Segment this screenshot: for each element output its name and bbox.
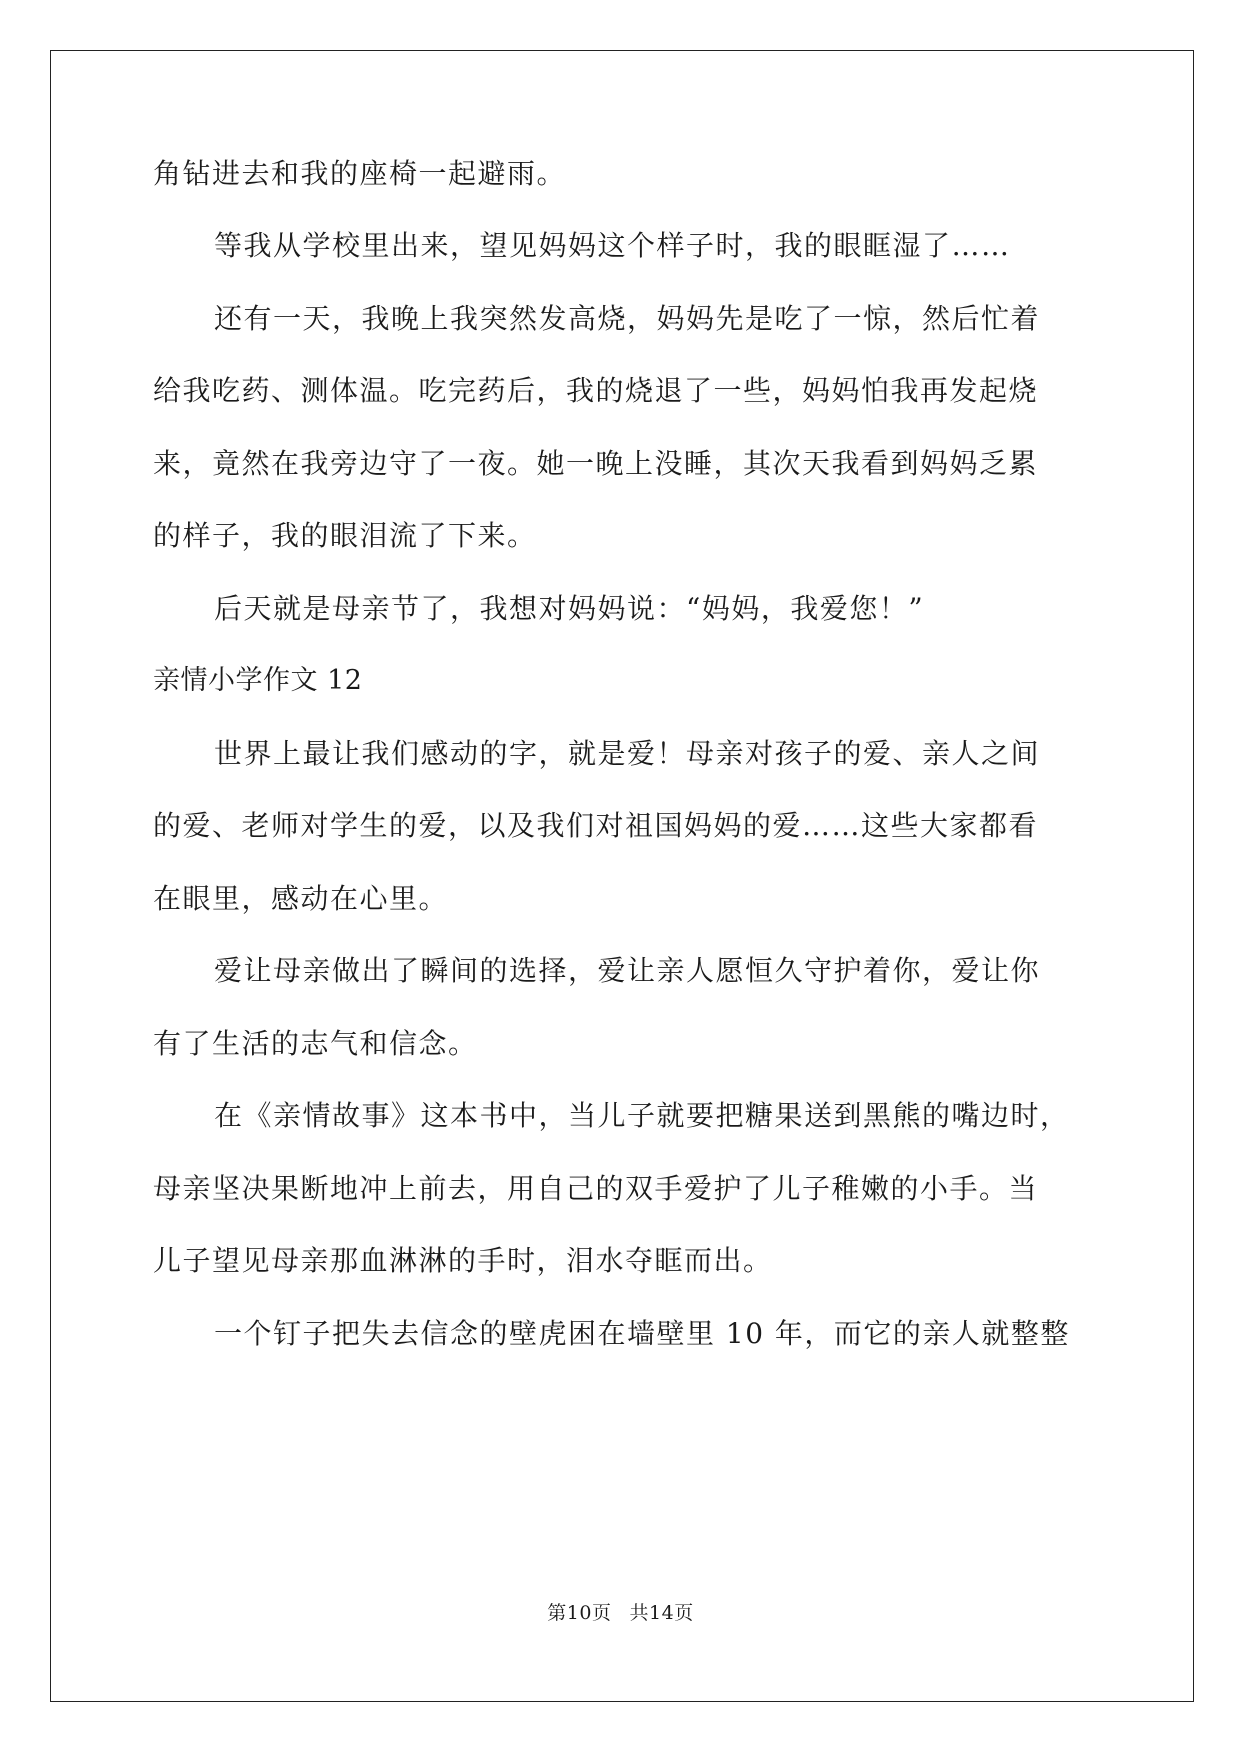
body-line-15: 母亲坚决果断地冲上前去，用自己的双手爱护了儿子稚嫩的小手。当 xyxy=(153,1172,1039,1205)
footer-page-suffix: 页 xyxy=(591,1602,612,1624)
body-line-4: 给我吃药、测体温。吃完药后，我的烧退了一些，妈妈怕我再发起烧 xyxy=(153,374,1039,407)
footer-total-pages: 14 xyxy=(649,1602,675,1624)
body-line-11: 在眼里，感动在心里。 xyxy=(153,882,449,915)
section-title: 亲情小学作文 12 xyxy=(153,665,363,696)
body-line-9: 世界上最让我们感动的字，就是爱！母亲对孩子的爱、亲人之间 xyxy=(214,737,1041,770)
footer-total-prefix: 共 xyxy=(629,1602,650,1624)
footer-total-suffix: 页 xyxy=(674,1602,694,1624)
body-line-12: 爱让母亲做出了瞬间的选择，爱让亲人愿恒久守护着你，爱让你 xyxy=(214,954,1041,987)
body-line-2: 等我从学校里出来，望见妈妈这个样子时，我的眼眶湿了…… xyxy=(214,229,1011,262)
body-line-10: 的爱、老师对学生的爱，以及我们对祖国妈妈的爱……这些大家都看 xyxy=(153,809,1039,842)
body-line-14: 在《亲情故事》这本书中，当儿子就要把糖果送到黑熊的嘴边时， xyxy=(214,1099,1070,1132)
body-line-1: 角钻进去和我的座椅一起避雨。 xyxy=(153,157,567,190)
body-line-16: 儿子望见母亲那血淋淋的手时，泪水夺眶而出。 xyxy=(153,1244,773,1277)
page-border xyxy=(50,50,1194,1702)
body-line-3: 还有一天，我晚上我突然发高烧，妈妈先是吃了一惊，然后忙着 xyxy=(214,302,1041,335)
body-line-17: 一个钉子把失去信念的壁虎困在墙壁里 10 年，而它的亲人就整整 xyxy=(214,1317,1070,1350)
footer-page-number: 10 xyxy=(566,1602,592,1624)
body-line-7: 后天就是母亲节了，我想对妈妈说：“妈妈，我爱您！” xyxy=(214,592,925,625)
page-footer xyxy=(0,1601,1241,1625)
footer-prefix: 第 xyxy=(547,1602,567,1624)
body-line-5: 来，竟然在我旁边守了一夜。她一晚上没睡，其次天我看到妈妈乏累 xyxy=(153,447,1039,480)
body-line-13: 有了生活的志气和信念。 xyxy=(153,1027,478,1060)
body-line-6: 的样子，我的眼泪流了下来。 xyxy=(153,519,537,552)
